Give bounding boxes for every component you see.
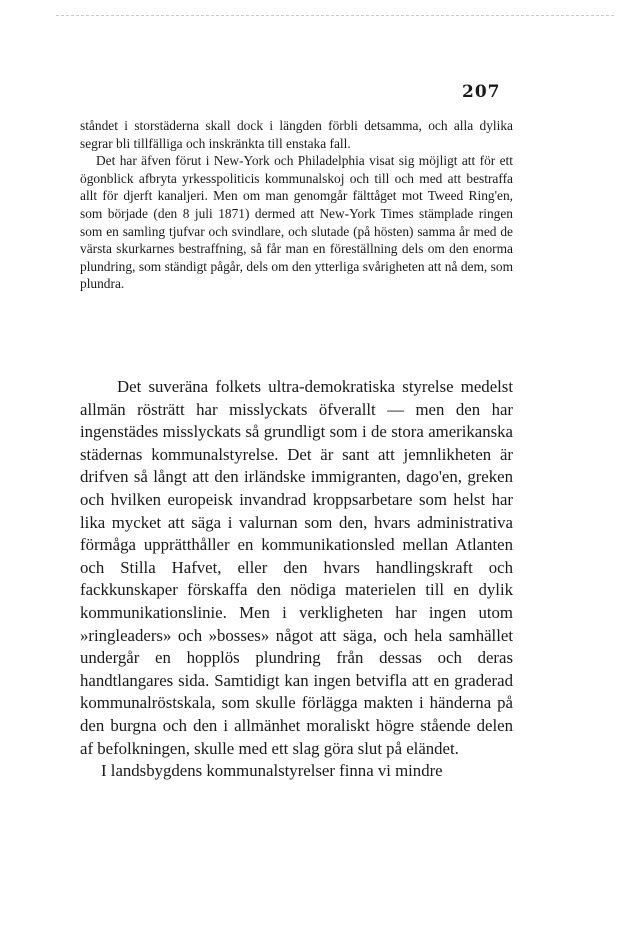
- main-paragraph-1: Det suveräna folkets ultra-demokratiska styrelse medelst allmän rösträtt har misslyckats öfverallt — men den har ingenstädes misslyckats så grundligt som i de stora amerikanska städernas kommunalstyrelse. Det är sant att jemnlikheten är drifven så långt att den irländske immigranten, dago'en, greken och hvilken europeisk invandrad kroppsarbetare som helst har lika mycket att säga i valurnan som den, hvars administrativa förmåga upprätthåller en kommunikationsled mellan Atlanten och Stilla Hafvet, eller den hvars handlingskraft och fackkunskaper förskaffa den nödiga materielen till en dylik kommunikationslinie. Men i verkligheten har ingen utom »ringleaders» och »bosses» något att säga, och hela samhället undergår en hopplös plundring från dessas och deras handtlangares sida. Samtidigt kan ingen betvifla att en graderad kommunalröstskala, som skulle förlägga makten i händerna på den burgna och den i allmänhet moraliskt högre stående delen af befolkningen, skulle med ett slag göra slut på eländet.: [80, 377, 513, 758]
- top-edge-rule: [56, 15, 614, 16]
- footnote-block: [80, 117, 513, 293]
- footnote-paragraph-2: Det har äfven förut i New-York och Philadelphia visat sig möjligt att för ett ögonblick afbryta yrkesspoliticis kommunalskoj och till och med att bestraffa allt för djerft kanaljeri. Men om man genomgår fälttåget mot Tweed Ring'en, som började (den 8 juli 1871) dermed att New-York Times stämplade ringen som en samling tjufvar och svindlare, och slutade (på hösten) samma år med de värsta skurkarnes bestraffning, så får man en föreställning dels om den enorma plundring, som ständigt pågår, dels om den ytterliga svårigheten att nå dem, som plundra.: [80, 153, 513, 292]
- page-number: 207: [462, 82, 501, 102]
- footnote-paragraph-1: ståndet i storstäderna skall dock i längden förbli detsamma, och alla dylika segrar bli tillfälliga och inskränkta till enstaka fall.: [80, 118, 513, 151]
- main-text-block: [80, 376, 513, 783]
- main-paragraph-2: I landsbygdens kommunalstyrelser finna vi mindre: [101, 761, 443, 781]
